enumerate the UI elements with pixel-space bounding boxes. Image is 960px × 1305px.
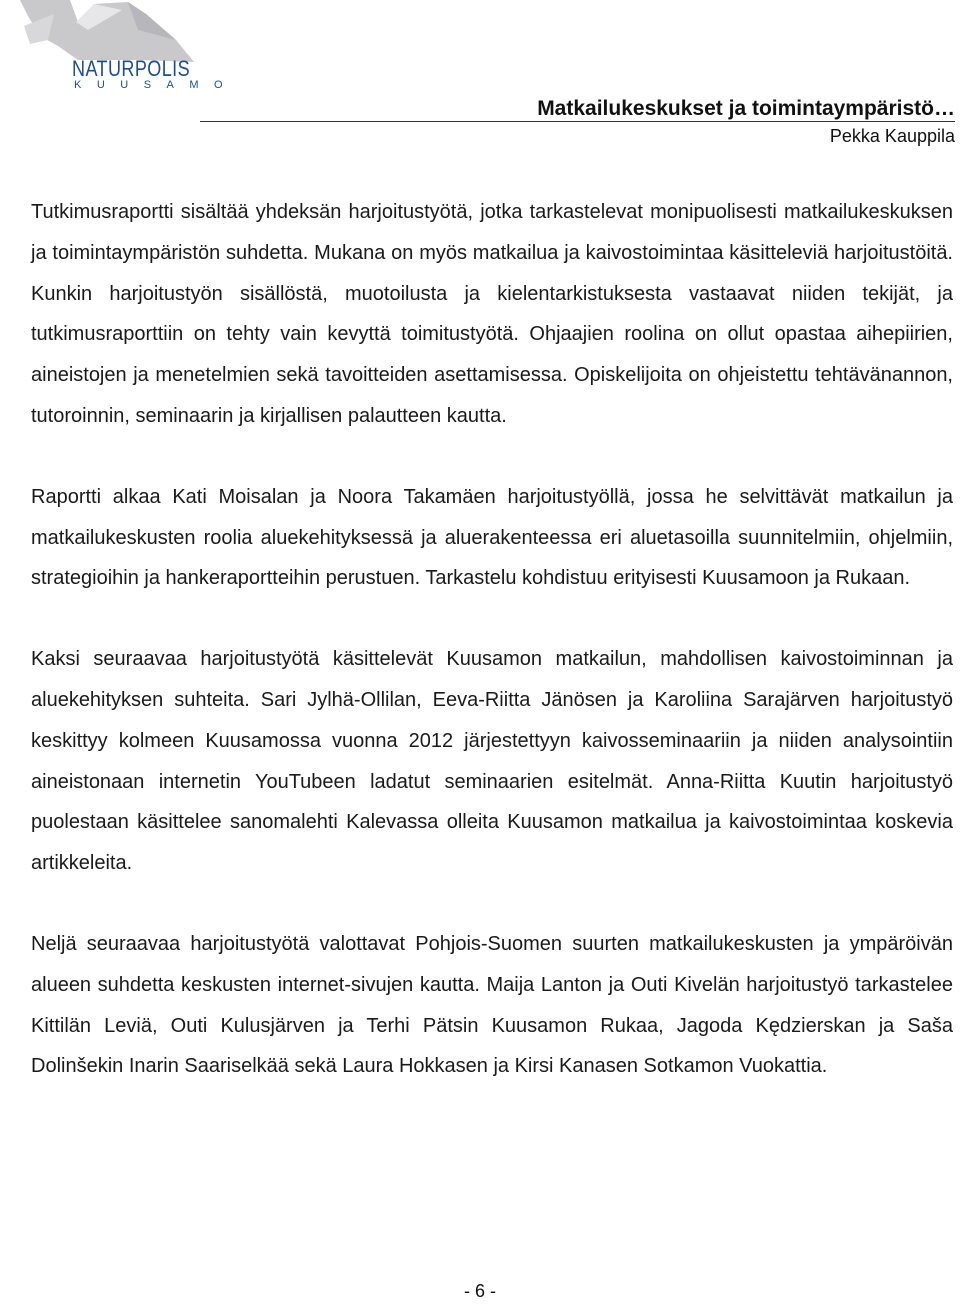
header-divider [200, 121, 955, 122]
naturpolis-logo [18, 0, 239, 100]
document-title: Matkailukeskukset ja toimintaympäristö… [537, 97, 955, 120]
body-text [31, 192, 953, 1127]
document-author: Pekka Kauppila [829, 126, 955, 146]
paragraph-moisala-takamaki: Raportti alkaa Kati Moisalan ja Noora Takamäen harjoitustyöllä, jossa he selvittävät matkailun ja matkailukeskusten roolia aluekehityksessä ja aluerakenteessa eri aluetasoilla suunnitelmiin, ohjelmiin, strategioihin ja hankeraportteihin perustuen. Tarkastelu kohdistuu erityisesti Kuusamoon ja Rukaan. [31, 485, 953, 590]
paragraph-intro: Tutkimusraportti sisältää yhdeksän harjoitustyötä, jotka tarkastelevat monipuolisesti matkailukeskuksen ja toimintaympäristön suhdetta. Mukana on myös matkailua ja kaivostoimintaa käsitteleviä harjoitustöitä. Kunkin harjoitustyön sisällöstä, muotoilusta ja kielentarkistuksesta vastaavat niiden tekijät, ja tutkimusraporttiin on tehty vain kevyttä toimitustyötä. Ohjaajien roolina on ollut opastaa aihepiirien, aineistojen ja menetelmien sekä tavoitteiden asettamisessa. Opiskelijoita on ohjeistettu tehtävänannon, tutoroinnin, seminaarin ja kirjallisen palautteen kautta. [31, 201, 953, 427]
paragraph-resorts-websites: Neljä seuraavaa harjoitustyötä valottavat Pohjois-Suomen suurten matkailukeskusten ja ympäröivän alueen suhdetta keskusten internet-sivujen kautta. Maija Lanton ja Outi Kivelän harjoitustyö tarkastelee Kittilän Leviä, Outi Kulusjärven ja Terhi Pätsin Kuusamon Rukaa, Jagoda Kędzierskan ja Saša Dolinšekin Inarin Saariselkää sekä Laura Hokkasen ja Kirsi Kanasen Sotkamon Vuokattia. [31, 932, 953, 1078]
logo-subtitle: KUUSAMO [74, 79, 239, 91]
page-number: - 6 - [463, 1281, 496, 1301]
logo-wordmark: NATURPOLIS [72, 56, 191, 81]
paragraph-mining-tourism: Kaksi seuraavaa harjoitustyötä käsittelevät Kuusamon matkailun, mahdollisen kaivostoiminnan ja aluekehityksen suhteita. Sari Jylhä-Ollilan, Eeva-Riitta Jänösen ja Karoliina Sarajärven harjoitustyö keskittyy kolmeen Kuusamossa vuonna 2012 järjestettyyn kaivosseminaariin ja niiden analysointiin aineistonaan internetin YouTubeen ladatut seminaarien esitelmät. Anna-Riitta Kuutin harjoitustyö puolestaan käsittelee sanomalehti Kalevassa olleita Kuusamon matkailua ja kaivostoimintaa koskevia artikkeleita. [31, 648, 953, 875]
